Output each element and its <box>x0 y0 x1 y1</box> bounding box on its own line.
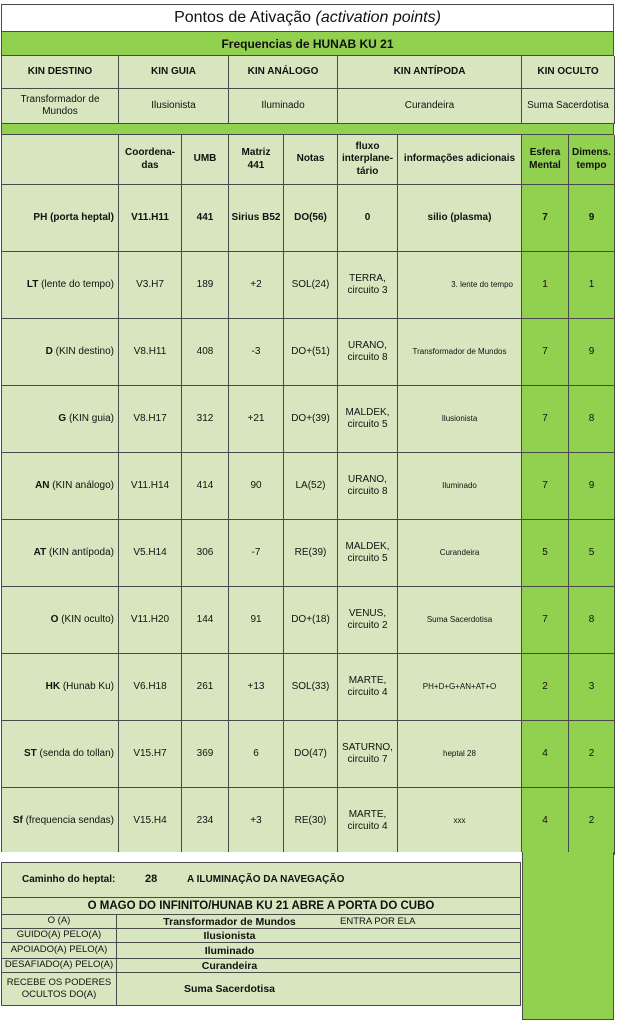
page-title: Pontos de Ativação <box>174 9 312 26</box>
row-lt-matriz: +2 <box>229 252 284 319</box>
footer-line <box>1 973 521 1006</box>
kin-value-analogo: Iluminado <box>229 89 338 124</box>
caminho-text: A ILUMINAÇÃO DA NAVEGAÇÃO <box>187 874 345 885</box>
row-ph-label <box>2 185 119 252</box>
row-ph-esfera: 7 <box>522 185 569 252</box>
row-sf-dimens: 2 <box>569 788 615 855</box>
footer-right-fill <box>522 852 614 1020</box>
row-sf-umb: 234 <box>182 788 229 855</box>
row-at-info: Curandeira <box>398 520 522 587</box>
row-sf-info: xxx <box>398 788 522 855</box>
row-abbr: LT <box>26 278 39 290</box>
footer-line-label: APOIADO(A) PELO(A) <box>2 943 117 958</box>
row-g-info: Ilusionista <box>398 386 522 453</box>
row-ph-dimens: 9 <box>569 185 615 252</box>
row-label: (porta heptal) <box>47 211 114 223</box>
kin-header-guia: KIN GUIA <box>119 56 229 89</box>
kin-table <box>1 56 614 124</box>
row-hk-coord: V6.H18 <box>119 654 182 721</box>
footer-line <box>1 929 521 943</box>
row-d-coord: V8.H11 <box>119 319 182 386</box>
subtitle-band <box>1 32 614 56</box>
title-box <box>1 4 614 32</box>
kin-header-analogo: KIN ANÁLOGO <box>229 56 338 89</box>
footer-line <box>1 959 521 973</box>
row-label: (Hunab Ku) <box>60 680 114 692</box>
row-hk-dimens: 3 <box>569 654 615 721</box>
row-d-esfera: 7 <box>522 319 569 386</box>
row-d-info: Transformador de Mundos <box>398 319 522 386</box>
row-label: (lente do tempo) <box>38 278 114 290</box>
footer-line-value: Suma Sacerdotisa <box>183 983 276 995</box>
row-lt-notas: SOL(24) <box>284 252 338 319</box>
col-header-info: informações adicionais <box>398 135 522 185</box>
col-header-esfera: Esfera Mental <box>522 135 569 185</box>
row-o-matriz: 91 <box>229 587 284 654</box>
row-label: (frequencia sendas) <box>22 814 114 826</box>
row-st-umb: 369 <box>182 721 229 788</box>
footer-line-label: DESAFIADO(A) PELO(A) <box>2 959 117 972</box>
row-an-label <box>2 453 119 520</box>
footer-line-label: RECEBE OS PODERES OCULTOS DO(A) <box>2 973 117 1005</box>
row-label: (KIN guia) <box>66 412 114 424</box>
footer-line-value: Ilusionista <box>203 929 256 942</box>
subtitle: Frequencias de HUNAB KU 21 <box>221 36 394 51</box>
row-o-esfera: 7 <box>522 587 569 654</box>
row-abbr: ST <box>23 747 37 759</box>
kin-value-antipoda: Curandeira <box>338 89 522 124</box>
row-hk-matriz: +13 <box>229 654 284 721</box>
row-g-esfera: 7 <box>522 386 569 453</box>
row-st-coord: V15.H7 <box>119 721 182 788</box>
row-st-fluxo: SATURNO, circuito 7 <box>338 721 398 788</box>
row-an-dimens: 9 <box>569 453 615 520</box>
row-lt-info: 3. lente do tempo <box>398 252 522 319</box>
row-sf-coord: V15.H4 <box>119 788 182 855</box>
row-abbr: AT <box>33 546 47 558</box>
row-hk-info: PH+D+G+AN+AT+O <box>398 654 522 721</box>
row-sf-notas: RE(30) <box>284 788 338 855</box>
row-at-umb: 306 <box>182 520 229 587</box>
row-abbr: AN <box>35 479 50 491</box>
col-header-coord: Coordena-das <box>119 135 182 185</box>
row-hk-fluxo: MARTE, circuito 4 <box>338 654 398 721</box>
row-sf-esfera: 4 <box>522 788 569 855</box>
row-st-info: heptal 28 <box>398 721 522 788</box>
caminho-row <box>1 862 521 898</box>
row-label: (KIN antípoda) <box>46 546 114 558</box>
row-an-coord: V11.H14 <box>119 453 182 520</box>
row-label: (KIN análogo) <box>49 479 114 491</box>
heptal-summary <box>1 852 522 1020</box>
row-st-matriz: 6 <box>229 721 284 788</box>
row-an-esfera: 7 <box>522 453 569 520</box>
row-abbr: G <box>58 412 67 424</box>
footer-line <box>1 915 521 929</box>
row-lt-dimens: 1 <box>569 252 615 319</box>
row-hk-notas: SOL(33) <box>284 654 338 721</box>
row-o-coord: V11.H20 <box>119 587 182 654</box>
row-ph-umb: 441 <box>182 185 229 252</box>
row-ph-info: silio (plasma) <box>398 185 522 252</box>
row-o-umb: 144 <box>182 587 229 654</box>
row-lt-coord: V3.H7 <box>119 252 182 319</box>
row-d-dimens: 9 <box>569 319 615 386</box>
row-an-info: Iluminado <box>398 453 522 520</box>
row-at-fluxo: MALDEK, circuito 5 <box>338 520 398 587</box>
kin-value-guia: Ilusionista <box>119 89 229 124</box>
row-label: (KIN destino) <box>52 345 114 357</box>
row-d-fluxo: URANO, circuito 8 <box>338 319 398 386</box>
spacer-band <box>1 124 614 134</box>
footer-line-value: Iluminado <box>204 944 255 957</box>
row-sf-matriz: +3 <box>229 788 284 855</box>
row-at-label <box>2 520 119 587</box>
row-d-matriz: -3 <box>229 319 284 386</box>
row-lt-umb: 189 <box>182 252 229 319</box>
row-o-info: Suma Sacerdotisa <box>398 587 522 654</box>
kin-header-oculto: KIN OCULTO <box>522 56 615 89</box>
row-lt-label <box>2 252 119 319</box>
col-header-notas: Notas <box>284 135 338 185</box>
footer-headline: O MAGO DO INFINITO/HUNAB KU 21 ABRE A PORTA DO CUBO <box>1 898 521 915</box>
footer-line-label: O (A) <box>2 915 117 928</box>
kin-header-antipoda: KIN ANTÍPODA <box>338 56 522 89</box>
row-sf-label <box>2 788 119 855</box>
row-st-label <box>2 721 119 788</box>
row-o-notas: DO+(18) <box>284 587 338 654</box>
row-g-coord: V8.H17 <box>119 386 182 453</box>
row-an-fluxo: URANO, circuito 8 <box>338 453 398 520</box>
row-g-matriz: +21 <box>229 386 284 453</box>
footer-line-value: Curandeira <box>201 959 258 972</box>
row-label: (KIN oculto) <box>58 613 114 625</box>
row-st-esfera: 4 <box>522 721 569 788</box>
row-abbr: D <box>45 345 53 357</box>
row-ph-coord: V11.H11 <box>119 185 182 252</box>
col-header-dimens: Dimens. tempo <box>569 135 615 185</box>
row-abbr: PH <box>33 211 48 223</box>
row-g-dimens: 8 <box>569 386 615 453</box>
row-hk-esfera: 2 <box>522 654 569 721</box>
row-abbr: O <box>50 613 59 625</box>
row-ph-notas: DO(56) <box>284 185 338 252</box>
footer-line <box>1 943 521 959</box>
row-lt-esfera: 1 <box>522 252 569 319</box>
col-header-fluxo: fluxo interplane-tário <box>338 135 398 185</box>
row-d-umb: 408 <box>182 319 229 386</box>
row-lt-fluxo: TERRA, circuito 3 <box>338 252 398 319</box>
row-g-label <box>2 386 119 453</box>
col-header-point <box>2 135 119 185</box>
kin-value-destino: Transformador de Mundos <box>2 89 119 124</box>
row-an-notas: LA(52) <box>284 453 338 520</box>
caminho-label: Caminho do heptal: <box>22 874 116 885</box>
row-at-coord: V5.H14 <box>119 520 182 587</box>
row-d-label <box>2 319 119 386</box>
caminho-number: 28 <box>145 873 158 885</box>
row-st-dimens: 2 <box>569 721 615 788</box>
activation-points-table <box>1 134 614 852</box>
footer-line-label: GUIDO(A) PELO(A) <box>2 929 117 942</box>
footer-line-extra: ENTRA POR ELA <box>340 916 416 927</box>
row-at-matriz: -7 <box>229 520 284 587</box>
row-label: (senda do tollan) <box>36 747 114 759</box>
row-o-fluxo: VENUS, circuito 2 <box>338 587 398 654</box>
row-d-notas: DO+(51) <box>284 319 338 386</box>
row-an-matriz: 90 <box>229 453 284 520</box>
row-abbr: HK <box>45 680 61 692</box>
row-g-notas: DO+(39) <box>284 386 338 453</box>
row-abbr: Sf <box>12 814 23 826</box>
row-o-label <box>2 587 119 654</box>
row-hk-label <box>2 654 119 721</box>
row-at-notas: RE(39) <box>284 520 338 587</box>
kin-header-destino: KIN DESTINO <box>2 56 119 89</box>
row-o-dimens: 8 <box>569 587 615 654</box>
row-st-notas: DO(47) <box>284 721 338 788</box>
row-g-fluxo: MALDEK, circuito 5 <box>338 386 398 453</box>
row-ph-fluxo: 0 <box>338 185 398 252</box>
row-an-umb: 414 <box>182 453 229 520</box>
col-header-umb: UMB <box>182 135 229 185</box>
footer-line-value: Transformador de Mundos <box>163 915 296 928</box>
row-sf-fluxo: MARTE, circuito 4 <box>338 788 398 855</box>
kin-value-oculto: Suma Sacerdotisa <box>522 89 615 124</box>
row-at-dimens: 5 <box>569 520 615 587</box>
row-hk-umb: 261 <box>182 654 229 721</box>
col-header-matriz: Matriz 441 <box>229 135 284 185</box>
page-title-italic: (activation points) <box>315 9 441 26</box>
row-g-umb: 312 <box>182 386 229 453</box>
row-ph-matriz: Sirius B52 <box>229 185 284 252</box>
row-at-esfera: 5 <box>522 520 569 587</box>
